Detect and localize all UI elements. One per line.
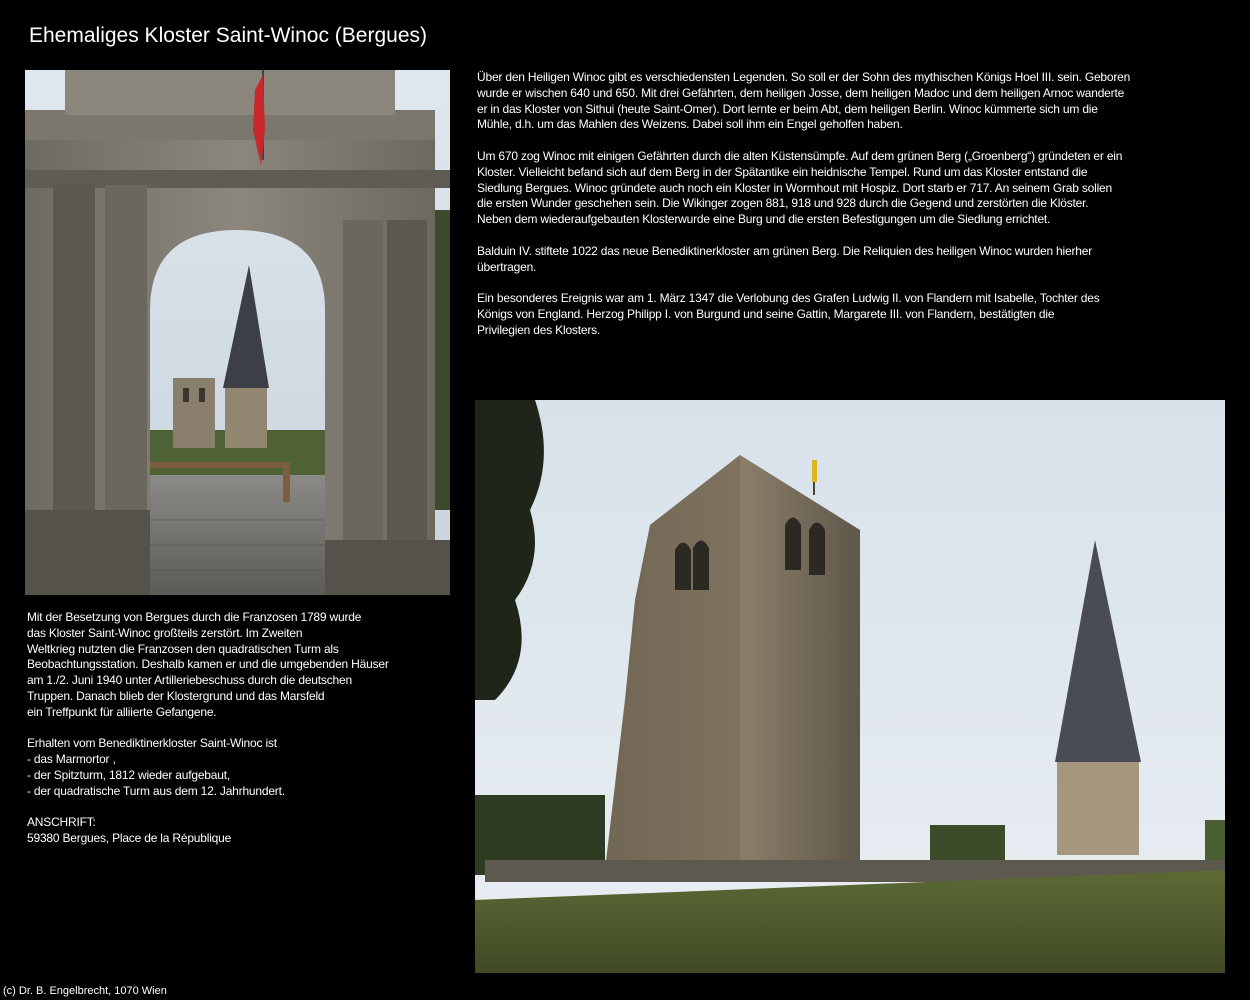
photo-marble-gate xyxy=(25,70,450,595)
paragraph: Erhalten vom Benediktinerkloster Saint-Winoc ist - das Marmortor , - der Spitzturm, 1812 wieder aufgebaut, - der quadratische Turm aus dem 12. Jahrhundert. xyxy=(27,736,285,798)
paragraph: Über den Heiligen Winoc gibt es verschiedensten Legenden. So soll er der Sohn des mythischen Königs Hoel III. sein. Geboren wurde er wischen 640 und 650. Mit drei Gefährten, dem heiligen Josse, dem heiligen Madoc und dem heiligen Arnoc wanderte er in das Kloster von Sithui (heute Saint-Omer). Dort lernte er beim Abt, dem heiligen Berlin. Winoc kümmerte sich um die Mühle, d.h. um das Mahlen des Weizens. Dabei soll ihm ein Engel geholfen haben. xyxy=(477,70,1131,132)
paragraph: Ein besonderes Ereignis war am 1. März 1347 die Verlobung des Grafen Ludwig II. von Flandern mit Isabelle, Tochter des Königs von England. Herzog Philipp I. von Burgund und seine Gattin, Margarete III. von Flandern, bestätigten die Privilegien des Klosters. xyxy=(477,291,1100,337)
page-title: Ehemaliges Kloster Saint-Winoc (Bergues) xyxy=(29,24,427,47)
left-text-block xyxy=(27,610,437,863)
photo-towers xyxy=(475,400,1225,973)
copyright-footer: (c) Dr. B. Engelbrecht, 1070 Wien xyxy=(3,985,167,997)
paragraph: Mit der Besetzung von Bergues durch die Franzosen 1789 wurde das Kloster Saint-Winoc großteils zerstört. Im Zweiten Weltkrieg nutzten die Franzosen den quadratischen Turm als Beobachtungsstation. Deshalb kamen er und die umgebenden Häuser am 1./2. Juni 1940 unter Artilleriebeschuss durch die deutschen Truppen. Danach blieb der Klostergrund und das Marsfeld ein Treffpunkt für alliierte Gefangene. xyxy=(27,610,389,719)
right-text-block xyxy=(477,70,1167,354)
address-paragraph: ANSCHRIFT: 59380 Bergues, Place de la République xyxy=(27,815,232,846)
paragraph: Balduin IV. stiftete 1022 das neue Benediktinerkloster am grünen Berg. Die Reliquien des heiligen Winoc wurden hierher übertragen. xyxy=(477,243,1093,274)
paragraph: Um 670 zog Winoc mit einigen Gefährten durch die alten Küstensümpfe. Auf dem grünen Berg („Groenberg“) gründeten er ein Kloster. Vielleicht befand sich auf dem Berg in der Spätantike ein heidnische Tempel. Rund um das Kloster entstand die Siedlung Bergues. Winoc gründete auch noch ein Kloster in Wormhout mit Hospiz. Dort starb er 717. An seinem Grab sollen die ersten Wunder geschehen sein. Die Wikinger zogen 881, 918 und 928 durch die Gegend und zerstörten die Klöster. Neben dem wiederaufgebauten Klosterwurde eine Burg und die ersten Befestigungen um die Siedlung errichtet. xyxy=(477,148,1123,227)
